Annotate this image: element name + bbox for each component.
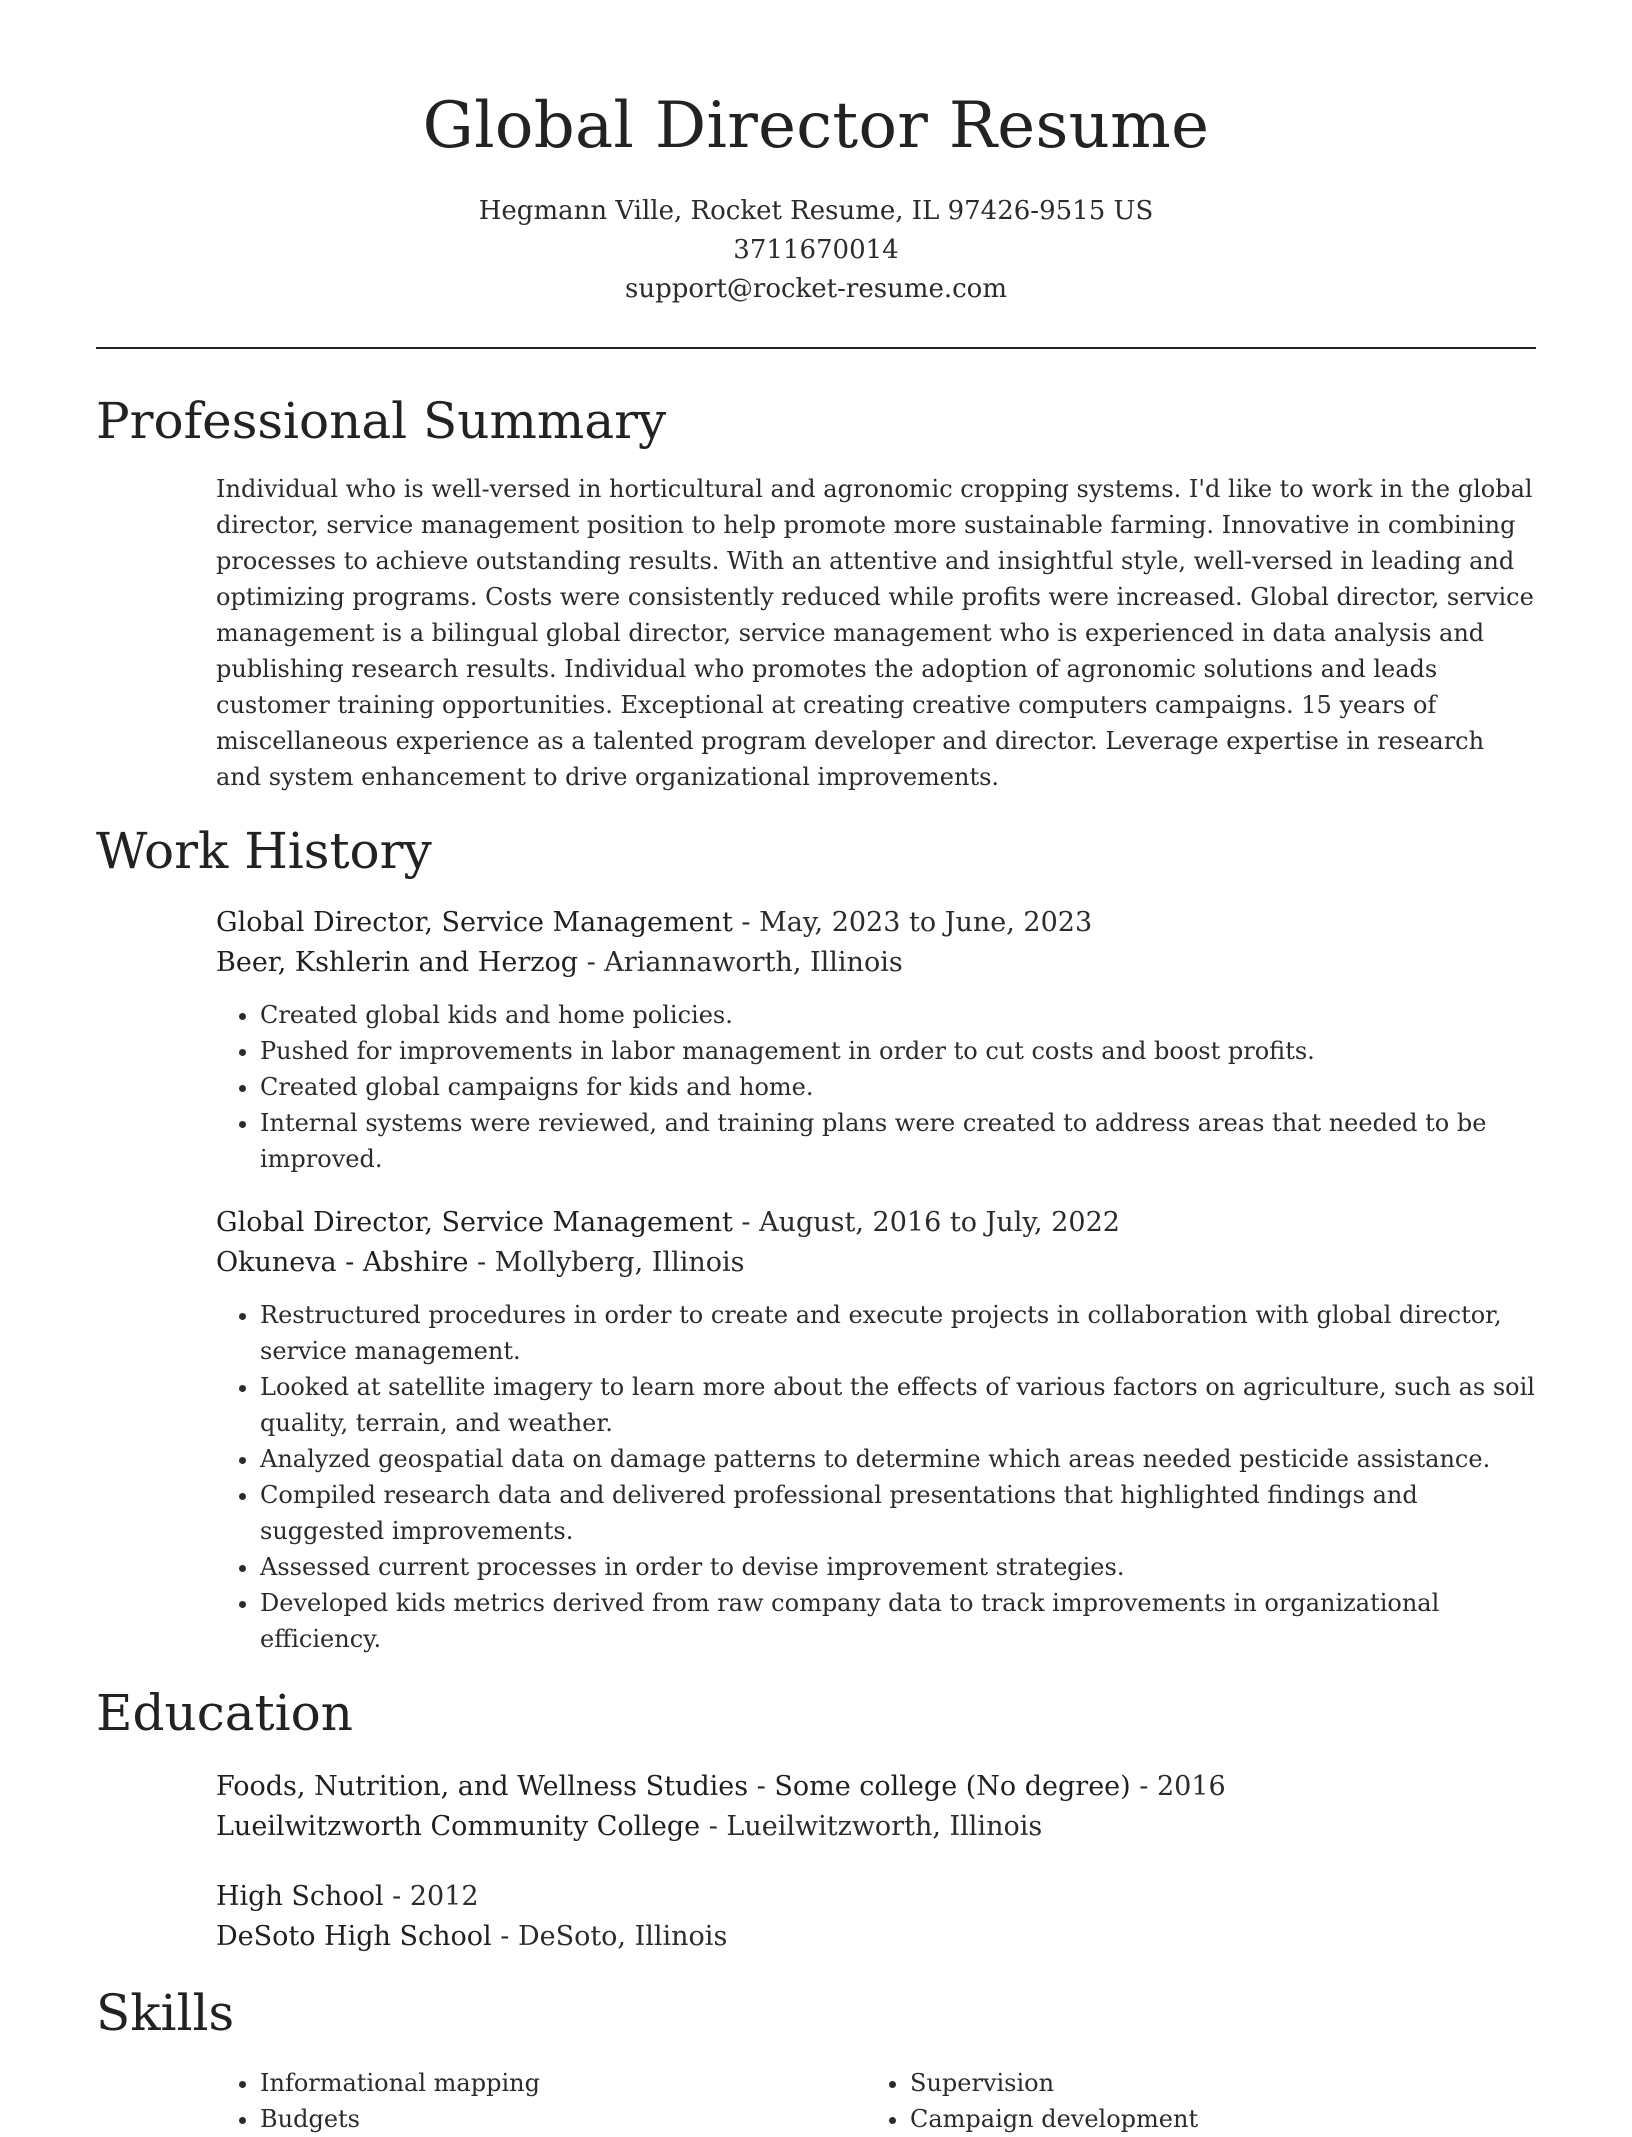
job-duty: • Created global kids and home policies.: [260, 997, 1536, 1033]
education-entry: [216, 1767, 1536, 1847]
job-dates: - August, 2016 to July, 2022: [732, 1207, 1120, 1238]
employer-location: - Mollyberg, Illinois: [468, 1247, 745, 1278]
school-line: [216, 1807, 1536, 1847]
job-entry: [216, 1203, 1536, 1657]
work-history-heading: Work History: [96, 822, 432, 880]
degree-line: [216, 1767, 1536, 1807]
degree-line: [216, 1877, 1536, 1917]
school-name: DeSoto High School: [216, 1921, 492, 1952]
job-duty: • Restructured procedures in order to create and execute projects in collaboration with global director, service management.: [260, 1297, 1536, 1369]
contact-address: Hegmann Ville, Rocket Resume, IL 97426-9515 US: [478, 196, 1154, 226]
skills-heading: Skills: [96, 1984, 235, 2042]
school-name: Lueilwitzworth Community College: [216, 1811, 701, 1842]
skill-item: • Informational mapping: [260, 2065, 866, 2101]
job-title: Global Director, Service Management: [216, 907, 733, 938]
education-entry: [216, 1877, 1536, 1957]
school-location: - Lueilwitzworth, Illinois: [700, 1811, 1043, 1842]
contact-info: [96, 192, 1536, 309]
education-heading: Education: [96, 1684, 353, 1742]
skills-list-right: [866, 2065, 1510, 2137]
job-entry: [216, 903, 1536, 1177]
employer-name: Beer, Kshlerin and Herzog: [216, 947, 578, 978]
job-duty: • Internal systems were reviewed, and training plans were created to address areas that needed to be improved.: [260, 1105, 1536, 1177]
summary-heading: Professional Summary: [96, 392, 667, 450]
job-employer-line: [216, 1243, 1536, 1283]
job-duty: • Assessed current processes in order to devise improvement strategies.: [260, 1549, 1536, 1585]
resume-page: [96, 0, 1536, 2137]
skill-item: • Campaign development: [910, 2101, 1510, 2137]
degree-name: Foods, Nutrition, and Wellness Studies - Some college (No degree): [216, 1771, 1131, 1802]
job-duty: • Compiled research data and delivered professional presentations that highlighted findings and suggested improvements.: [260, 1477, 1536, 1549]
job-title-line: [216, 903, 1536, 943]
employer-location: - Ariannaworth, Illinois: [578, 947, 903, 978]
job-duty: • Analyzed geospatial data on damage patterns to determine which areas needed pesticide assistance.: [260, 1441, 1536, 1477]
degree-name: High School: [216, 1881, 384, 1912]
job-duty: • Pushed for improvements in labor management in order to cut costs and boost profits.: [260, 1033, 1536, 1069]
summary-text: Individual who is well-versed in horticultural and agronomic cropping systems. I'd like to work in the global director, service management position to help promote more sustainable farming. Innovative in combining processes to achieve outstanding results. With an attentive and insightful style, well-versed in leading and optimizing programs. Costs were consistently reduced while profits were increased. Global director, service management is a bilingual global director, service management who is experienced in data analysis and publishing research results. Individual who promotes the adoption of agronomic solutions and leads customer training opportunities. Exceptional at creating creative computers campaigns. 15 years of miscellaneous experience as a talented program developer and director. Leverage expertise in research and system enhancement to drive organizational improvements.: [216, 475, 1534, 791]
job-duties-list: [216, 997, 1536, 1177]
skill-item: • Supervision: [910, 2065, 1510, 2101]
school-line: [216, 1917, 1536, 1957]
job-title: Global Director, Service Management: [216, 1207, 733, 1238]
job-duty: • Looked at satellite imagery to learn more about the effects of various factors on agriculture, such as soil quality, terrain, and weather.: [260, 1369, 1536, 1441]
skill-item: • Budgets: [260, 2101, 866, 2137]
job-duties-list: [216, 1297, 1536, 1657]
graduation-year: - 2012: [383, 1881, 479, 1912]
contact-email: support@rocket-resume.com: [624, 274, 1007, 304]
graduation-year: - 2016: [1130, 1771, 1226, 1802]
contact-phone: 3711670014: [733, 235, 899, 265]
employer-name: Okuneva - Abshire: [216, 1247, 469, 1278]
header-divider: [96, 347, 1536, 349]
job-employer-line: [216, 943, 1536, 983]
job-title-line: [216, 1203, 1536, 1243]
skills-columns: [216, 2065, 1536, 2137]
job-duty: • Created global campaigns for kids and home.: [260, 1069, 1536, 1105]
school-location: - DeSoto, Illinois: [491, 1921, 728, 1952]
job-duty: • Developed kids metrics derived from raw company data to track improvements in organizational efficiency.: [260, 1585, 1536, 1657]
resume-title: Global Director Resume: [422, 89, 1210, 163]
skills-list-left: [216, 2065, 866, 2137]
job-dates: - May, 2023 to June, 2023: [732, 907, 1093, 938]
